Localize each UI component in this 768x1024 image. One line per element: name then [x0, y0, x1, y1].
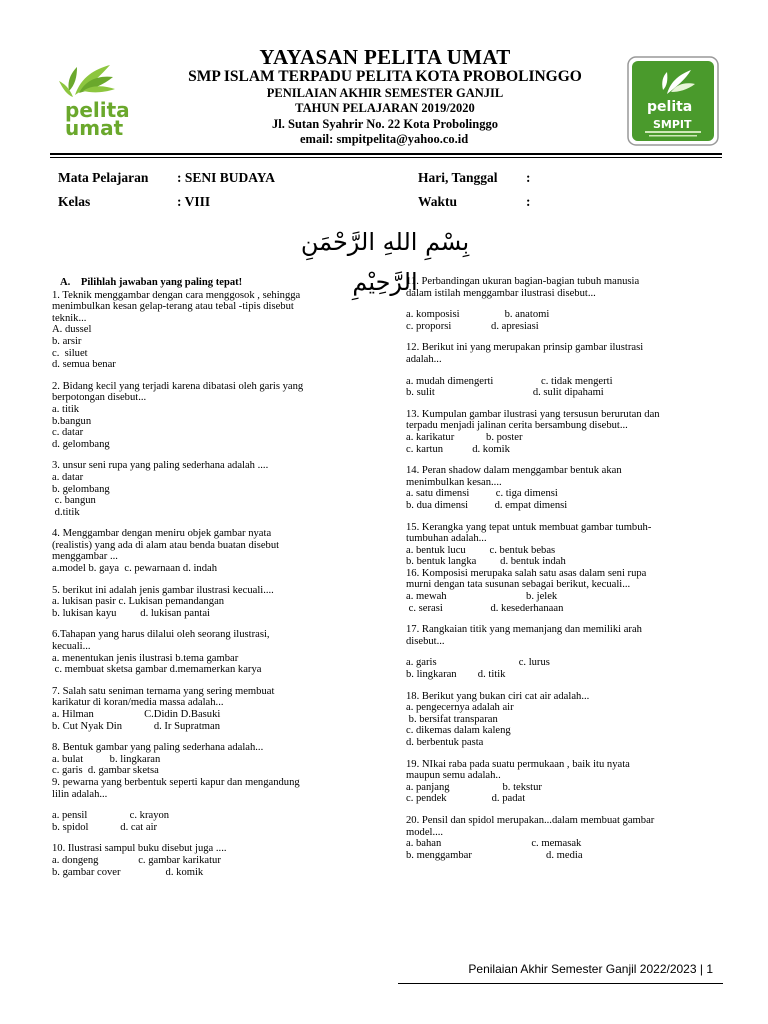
question-line: a. pengecernya adalah air [406, 702, 514, 714]
question-line: karikatur di koran/media massa adalah... [52, 697, 224, 709]
question-line: 11. Perbandingan ukuran bagian-bagian tubuh manusia [406, 276, 640, 287]
question-line: 9. pewarna yang berbentuk seperti kapur dan mengandung [52, 776, 300, 788]
question-line: 20. Pensil dan spidol merupakan...dalam membuat gambar [406, 814, 655, 826]
question-line: b. Cut Nyak Din d. Ir Supratman [52, 720, 221, 732]
question-line: d.titik [52, 506, 80, 518]
line-gap [52, 676, 362, 686]
question-line: a. satu dimensi c. tiga dimensi [406, 488, 558, 500]
question-line: disebut... [406, 635, 445, 647]
question-line: c. garis d. gambar sketsa [52, 765, 159, 777]
question-line: c. membuat sketsa gambar d.memamerkan karya [52, 664, 262, 676]
question-line: a. dongeng c. gambar karikatur [52, 854, 221, 866]
question-line: b. bentuk langka d. bentuk indah [406, 556, 566, 568]
section-title: A. Pilihlah jawaban yang paling tepat! [60, 277, 243, 288]
question-line: maupun semu adalah.. [406, 770, 501, 782]
question-line: menimbulkan kesan.... [406, 476, 502, 488]
question-line: 3. unsur seni rupa yang paling sederhana adalah .... [52, 460, 269, 472]
question-line: A. dussel [52, 324, 92, 336]
time-label: Waktu [418, 194, 458, 209]
question-line: 15. Kerangka yang tepat untuk membuat gambar tumbuh- [406, 521, 652, 533]
questions-right-column [406, 276, 716, 861]
question-line: a. komposisi b. anatomi [406, 309, 550, 321]
question-line: tumbuhan adalah... [406, 533, 487, 545]
line-gap [406, 749, 716, 759]
pelita-umat-logo [55, 55, 145, 140]
footer-rule [398, 983, 723, 984]
question-line: b. menggambar d. media [406, 849, 583, 861]
question-line: b. arsir [52, 335, 82, 347]
question-line: adalah... [406, 353, 442, 365]
line-gap [406, 805, 716, 815]
question-line: c. pendek d. padat [406, 793, 526, 805]
date-label: Hari, Tanggal [418, 170, 498, 185]
date-value: : [526, 170, 531, 185]
exam-title: PENILAIAN AKHIR SEMESTER GANJIL [266, 86, 504, 100]
question-line: 12. Berikut ini yang merupakan prinsip gambar ilustrasi [406, 342, 644, 354]
class-label: Kelas [58, 194, 91, 209]
school-name: SMP ISLAM TERPADU PELITA KOTA PROBOLINGGO [188, 68, 582, 85]
question-line: b. lingkaran d. titik [406, 669, 506, 681]
line-gap [52, 450, 362, 460]
question-line: dalam istilah menggambar ilustrasi disebut... [406, 287, 596, 299]
question-line: menggambar ... [52, 551, 118, 563]
line-gap [406, 299, 716, 309]
question-line: model.... [406, 826, 444, 838]
question-line: teknik... [52, 312, 87, 324]
question-line: a. bulat b. lingkaran [52, 753, 161, 765]
line-gap [52, 732, 362, 742]
line-gap [52, 518, 362, 528]
line-gap [52, 800, 362, 810]
line-gap [406, 614, 716, 624]
question-line: d. semua benar [52, 359, 116, 371]
line-gap [406, 647, 716, 657]
question-line: c. datar [52, 427, 84, 439]
question-line: b.bangun [52, 415, 92, 427]
question-line: 1. Teknik menggambar dengan cara menggosok , sehingga [52, 289, 301, 301]
question-line: lilin adalah... [52, 788, 108, 800]
question-line: 13. Kumpulan gambar ilustrasi yang tersusun berurutan dan [406, 408, 660, 420]
line-gap [406, 681, 716, 691]
question-line: 19. NIkai raba pada suatu permukaan , baik itu nyata [406, 758, 630, 770]
question-line: menimbulkan kesan gelap-terang atau tebal -tipis disebut [52, 301, 294, 313]
svg-text:pelita: pelita [647, 99, 693, 115]
time-value: : [526, 194, 531, 209]
question-line: c. bangun [52, 495, 96, 507]
question-line: c. serasi d. kesederhanaan [406, 602, 564, 614]
question-line: b. spidol d. cat air [52, 821, 158, 833]
question-line: b. lukisan kayu d. lukisan pantai [52, 607, 211, 619]
question-line: a. mudah dimengerti c. tidak mengerti [406, 375, 613, 387]
question-line: a.model b. gaya c. pewarnaan d. indah [52, 563, 218, 575]
question-line: kecuali... [52, 641, 91, 653]
question-line: 6.Tahapan yang harus dilalui oleh seorang ilustrasi, [52, 629, 270, 641]
question-line: 18. Berikut yang bukan ciri cat air adalah... [406, 690, 590, 702]
foundation-name: YAYASAN PELITA UMAT [259, 45, 511, 69]
header-divider-thin [50, 157, 722, 158]
question-line: a. karikatur b. poster [406, 431, 523, 443]
question-line: murni dengan tata susunan sebagai berikut, kecuali... [406, 579, 631, 591]
line-gap [406, 332, 716, 342]
line-gap [52, 619, 362, 629]
svg-text:pelita: pelita [65, 98, 130, 122]
question-line: a. menentukan jenis ilustrasi b.tema gambar [52, 652, 239, 664]
school-email: email: smpitpelita@yahoo.co.id [300, 132, 469, 146]
question-line: 10. Ilustrasi sampul buku disebut juga .... [52, 843, 227, 855]
line-gap [52, 833, 362, 843]
line-gap [52, 575, 362, 585]
school-address: Jl. Sutan Syahrir No. 22 Kota Probolinggo [272, 117, 498, 131]
line-gap [406, 399, 716, 409]
header-divider [50, 153, 722, 155]
question-line: b. sulit d. sulit dipahami [406, 387, 604, 399]
question-line: d. gelombang [52, 438, 110, 450]
question-line: b. gelombang [52, 483, 110, 495]
question-line: a. titik [52, 403, 80, 415]
question-line: b. gambar cover d. komik [52, 866, 204, 878]
subject-label: Mata Pelajaran [58, 170, 149, 185]
question-line: a. pensil c. krayon [52, 810, 170, 822]
basmalah-calligraphy: بِسْمِ اللهِ الرَّحْمَنِ الرَّحِيْمِ [300, 228, 470, 296]
question-line: 14. Peran shadow dalam menggambar bentuk akan [406, 465, 622, 477]
question-line: 2. Bidang kecil yang terjadi karena dibatasi oleh garis yang [52, 380, 304, 392]
question-line: a. panjang b. tekstur [406, 781, 542, 793]
question-line: berpotongan disebut... [52, 392, 147, 404]
line-gap [52, 371, 362, 381]
question-line: 17. Rangkaian titik yang memanjang dan memiliki arah [406, 624, 642, 636]
question-line: 16. Komposisi merupaka salah satu asas dalam seni rupa [406, 567, 647, 579]
class-value: : VIII [177, 194, 211, 209]
question-line: a. bentuk lucu c. bentuk bebas [406, 544, 556, 556]
question-line: c. kartun d. komik [406, 443, 510, 455]
line-gap [406, 455, 716, 465]
question-line: a. Hilman C.Didin D.Basuki [52, 709, 221, 720]
academic-year: TAHUN PELAJARAN 2019/2020 [295, 101, 475, 115]
question-line: a. bahan c. memasak [406, 838, 582, 850]
question-line: 4. Menggambar dengan meniru objek gambar nyata [52, 528, 272, 540]
line-gap [406, 366, 716, 376]
svg-text:SMPIT: SMPIT [653, 118, 692, 131]
question-line: b. bersifat transparan [406, 713, 498, 725]
question-line: a. lukisan pasir c. Lukisan pemandangan [52, 596, 225, 608]
questions-left-column [52, 277, 362, 878]
question-line: 7. Salah satu seniman ternama yang sering membuat [52, 685, 275, 697]
question-line: d. berbentuk pasta [406, 737, 484, 748]
question-line: 5. berikut ini adalah jenis gambar ilustrasi kecuali.... [52, 584, 274, 596]
question-line: a. datar [52, 471, 84, 483]
question-line: 8. Bentuk gambar yang paling sederhana adalah... [52, 742, 264, 754]
page-footer: Penilaian Akhir Semester Ganjil 2022/2023 | 1 [468, 962, 713, 976]
question-line: (realistis) yang ada di alam atau benda buatan disebut [52, 539, 280, 551]
svg-text:umat: umat [65, 116, 124, 140]
question-line: c. proporsi d. apresiasi [406, 320, 539, 332]
question-line: b. dua dimensi d. empat dimensi [406, 499, 568, 511]
question-line: c. siluet [52, 347, 88, 359]
subject-value: : SENI BUDAYA [177, 170, 276, 185]
smpit-pelita-logo [627, 56, 719, 146]
question-line: c. dikemas dalam kaleng [406, 725, 511, 737]
question-line: a. garis c. lurus [406, 657, 550, 669]
line-gap [406, 512, 716, 522]
question-line: terpadu menjadi jalinan cerita bersambung disebut... [406, 420, 628, 432]
question-line: a. mewah b. jelek [406, 591, 558, 603]
